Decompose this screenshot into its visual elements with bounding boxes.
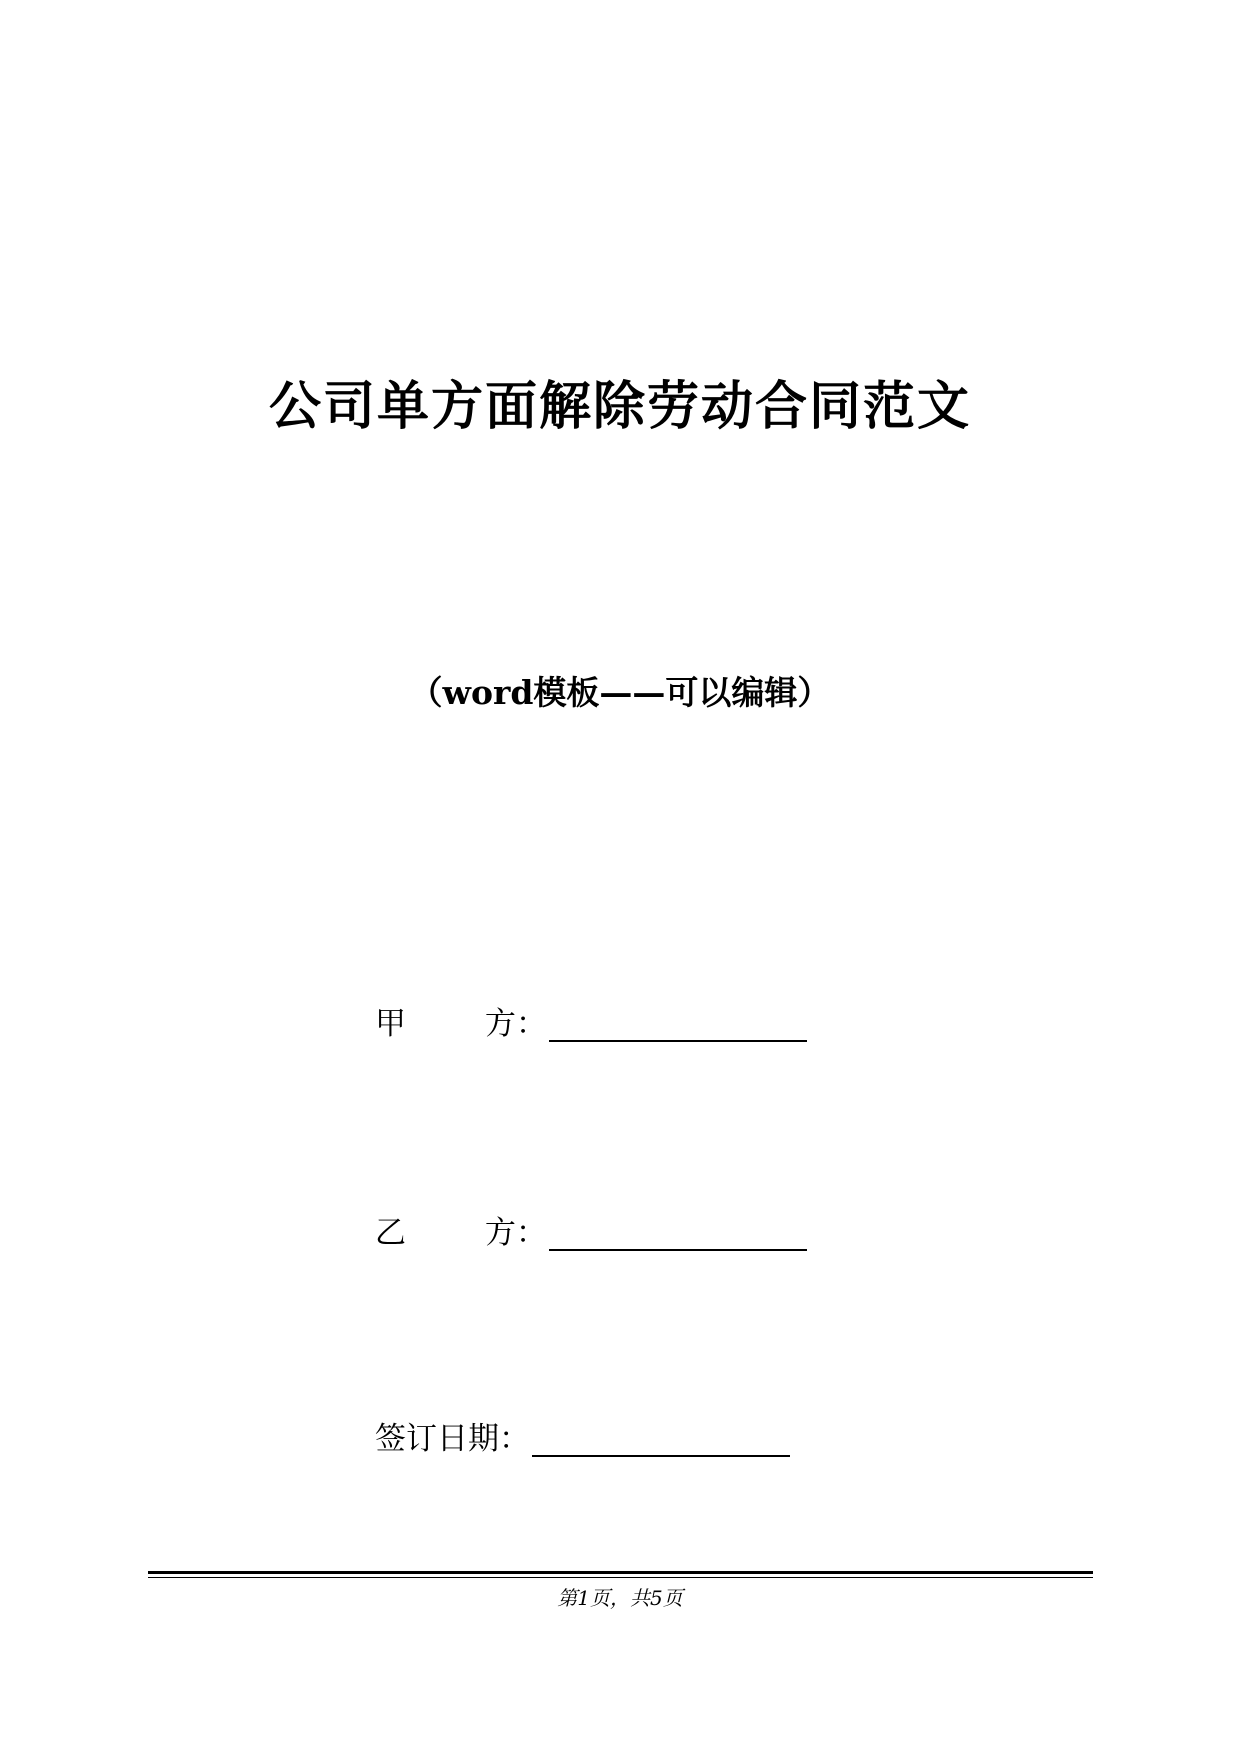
sign-date-blank[interactable] <box>532 1417 790 1457</box>
document-title: 公司单方面解除劳动合同范文 <box>268 376 971 437</box>
party-a-field <box>375 996 807 1046</box>
sign-date-label: 签订日期： <box>375 1421 530 1457</box>
party-b-field <box>375 1205 807 1255</box>
page-number: 第1页，共5页 <box>557 1586 683 1610</box>
sign-date-field <box>375 1411 790 1461</box>
document-subtitle: （word模板——可以编辑） <box>409 673 831 712</box>
party-b-label: 乙 方： <box>375 1215 547 1251</box>
footer-divider <box>148 1571 1093 1578</box>
party-a-label: 甲 方： <box>375 1006 547 1042</box>
party-b-blank[interactable] <box>549 1211 807 1251</box>
party-a-blank[interactable] <box>549 1002 807 1042</box>
